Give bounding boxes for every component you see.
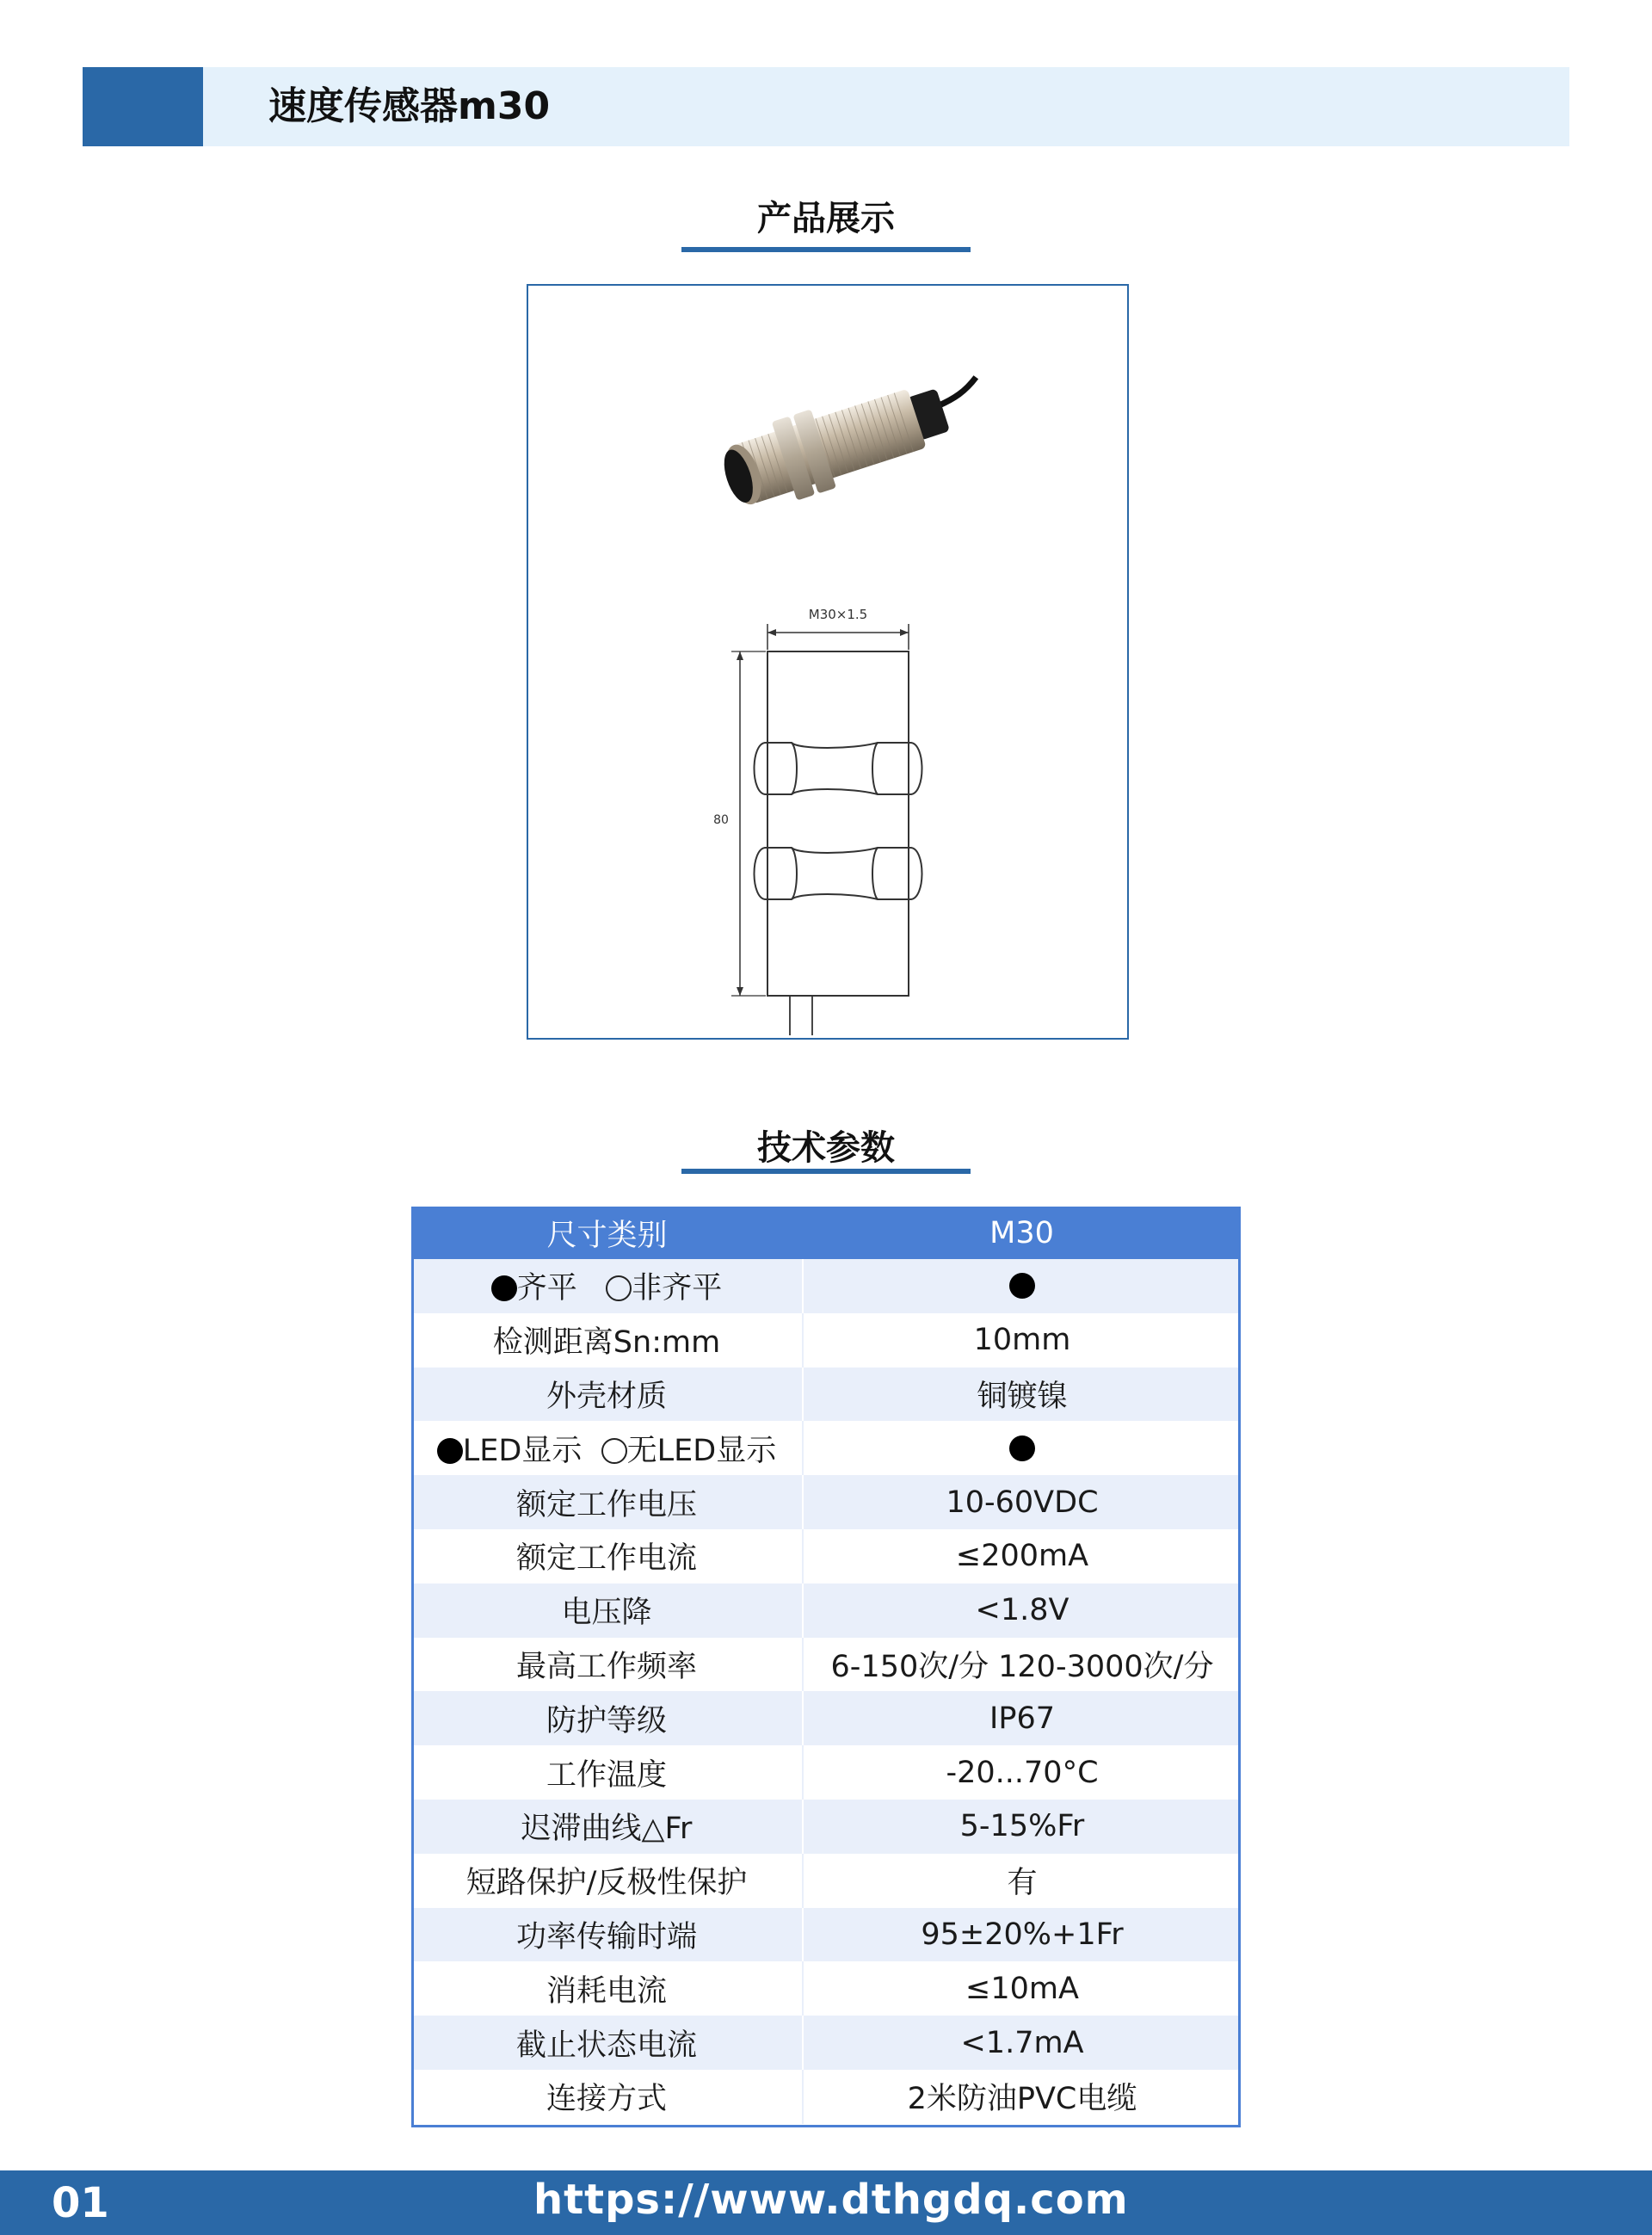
table-row	[411, 1638, 1241, 1692]
spec-value: 铜镀镍	[803, 1368, 1241, 1422]
spec-value: <1.7mA	[803, 2016, 1241, 2070]
length-dimension-label: 80	[713, 813, 729, 827]
spec-value: ≤10mA	[803, 1961, 1241, 2016]
page-number: 01	[52, 2179, 109, 2227]
empty-circle-icon	[601, 1438, 627, 1464]
product-section-title: 产品展示	[757, 199, 895, 238]
flush-value-cell	[803, 1259, 1241, 1313]
specs-section-title: 技术参数	[757, 1128, 895, 1168]
table-row	[411, 1800, 1241, 1854]
table-row	[411, 2070, 1241, 2124]
sensor-photo	[688, 361, 998, 534]
led-option-cell	[411, 1421, 803, 1475]
filled-circle-icon	[1009, 1435, 1035, 1461]
spec-label: 功率传输时端	[411, 1908, 803, 1962]
spec-value: ≤200mA	[803, 1529, 1241, 1584]
filled-circle-icon	[437, 1438, 463, 1464]
spec-label: 消耗电流	[411, 1961, 803, 2016]
empty-circle-icon	[606, 1275, 632, 1301]
spec-value: <1.8V	[803, 1584, 1241, 1638]
spec-label: 电压降	[411, 1584, 803, 1638]
spec-label: 短路保护/反极性保护	[411, 1854, 803, 1908]
spec-value: 2米防油PVC电缆	[803, 2070, 1241, 2124]
filled-circle-icon	[491, 1275, 517, 1301]
spec-value: 有	[803, 1854, 1241, 1908]
spec-label: 工作温度	[411, 1745, 803, 1800]
dimension-drawing	[706, 598, 946, 1046]
table-header-row	[411, 1207, 1241, 1259]
spec-label: 检测距离Sn:mm	[411, 1313, 803, 1368]
specs-section-underline	[681, 1169, 971, 1174]
spec-value: 6-150次/分 120-3000次/分	[803, 1638, 1241, 1692]
table-row	[411, 1475, 1241, 1529]
spec-value: IP67	[803, 1691, 1241, 1745]
led-selected-label: LED显示	[462, 1433, 583, 1468]
spec-label: 防护等级	[411, 1691, 803, 1745]
table-header-value: M30	[803, 1207, 1241, 1259]
spec-label: 外壳材质	[411, 1368, 803, 1422]
table-row	[411, 1584, 1241, 1638]
page-title: 速度传感器m30	[268, 84, 551, 128]
spec-label: 连接方式	[411, 2070, 803, 2124]
website-link[interactable]: https://www.dthgdq.com	[533, 2176, 1129, 2224]
flush-selected-label: 齐平	[516, 1271, 577, 1306]
spec-label: 截止状态电流	[411, 2016, 803, 2070]
filled-circle-icon	[1009, 1273, 1035, 1299]
table-row	[411, 1368, 1241, 1422]
spec-value: 5-15%Fr	[803, 1800, 1241, 1854]
table-header-label: 尺寸类别	[411, 1207, 803, 1259]
spec-table	[411, 1207, 1241, 2124]
table-row	[411, 1691, 1241, 1745]
thread-dimension-label: M30×1.5	[808, 607, 868, 622]
flush-unselected-label: 非齐平	[632, 1271, 723, 1306]
product-section-underline	[681, 247, 971, 252]
spec-label: 额定工作电流	[411, 1529, 803, 1584]
table-row	[411, 2016, 1241, 2070]
table-row	[411, 1529, 1241, 1584]
spec-value: 95±20%+1Fr	[803, 1908, 1241, 1962]
spec-label: 最高工作频率	[411, 1638, 803, 1692]
table-row	[411, 1908, 1241, 1962]
spec-value: 10-60VDC	[803, 1475, 1241, 1529]
table-row	[411, 1313, 1241, 1368]
spec-value: -20...70°C	[803, 1745, 1241, 1800]
table-row-flush	[411, 1259, 1241, 1313]
led-value-cell	[803, 1421, 1241, 1475]
flush-option-cell	[411, 1259, 803, 1313]
spec-value: 10mm	[803, 1313, 1241, 1368]
header-accent-block	[83, 67, 203, 146]
table-row	[411, 1854, 1241, 1908]
table-row-led	[411, 1421, 1241, 1475]
spec-label: 额定工作电压	[411, 1475, 803, 1529]
spec-label: 迟滞曲线△Fr	[411, 1800, 803, 1854]
table-row	[411, 1745, 1241, 1800]
table-row	[411, 1961, 1241, 2016]
led-unselected-label: 无LED显示	[626, 1433, 777, 1468]
